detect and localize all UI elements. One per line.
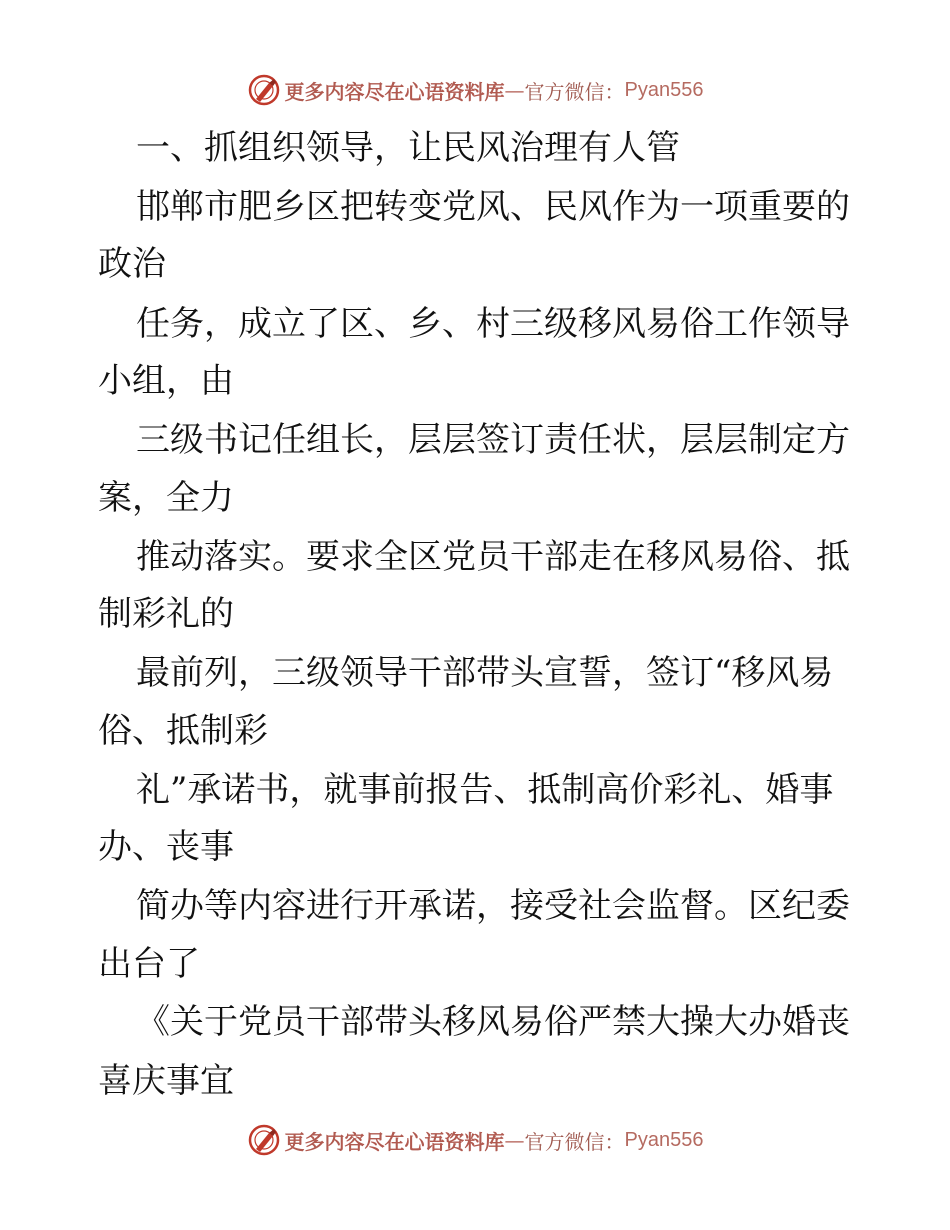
text-line: 出台了 <box>98 944 200 984</box>
pen-nib-logo-icon <box>247 1123 281 1157</box>
text-line: 推动落实。要求全区党员干部走在移风易俗、抵 <box>136 537 850 577</box>
text-line: 案，全力 <box>98 478 234 518</box>
text-line: 办、丧事 <box>98 827 234 867</box>
pen-nib-logo-icon <box>247 73 281 107</box>
text-line: 三级书记任组长，层层签订责任状，层层制定方 <box>136 420 850 460</box>
text-line: 邯郸市肥乡区把转变党风、民风作为一项重要的 <box>136 187 850 227</box>
text-line: 《关于党员干部带头移风易俗严禁大操大办婚丧 <box>136 1002 850 1042</box>
text-line: 简办等内容进行开承诺，接受社会监督。区纪委 <box>136 886 850 926</box>
banner-separator: — <box>504 1128 525 1152</box>
text-line: 小组，由 <box>98 361 234 401</box>
text-line: 一、抓组织领导，让民风治理有人管 <box>136 128 680 168</box>
text-line: 制彩礼的 <box>98 594 234 634</box>
banner-wechat-id: Pyan556 <box>624 78 704 101</box>
banner-main-text: 更多内容尽在心语资料库 <box>284 79 505 104</box>
text-line: 喜庆事宜 <box>98 1061 234 1101</box>
text-line: 任务，成立了区、乡、村三级移风易俗工作领导 <box>136 304 850 344</box>
banner-separator: — <box>504 78 525 102</box>
text-line: 俗、抵制彩 <box>98 711 268 751</box>
banner-wechat-id: Pyan556 <box>624 1128 704 1151</box>
text-line: 最前列，三级领导干部带头宣誓，签订“移风易 <box>136 653 834 693</box>
banner-wechat-label: 官方微信： <box>524 79 625 104</box>
text-line: 礼”承诺书，就事前报告、抵制高价彩礼、婚事 <box>136 770 834 810</box>
banner-wechat-label: 官方微信： <box>524 1129 625 1154</box>
banner-main-text: 更多内容尽在心语资料库 <box>284 1129 505 1154</box>
header-banner <box>0 70 950 110</box>
text-line: 政治 <box>98 244 166 284</box>
footer-banner <box>0 1120 950 1160</box>
